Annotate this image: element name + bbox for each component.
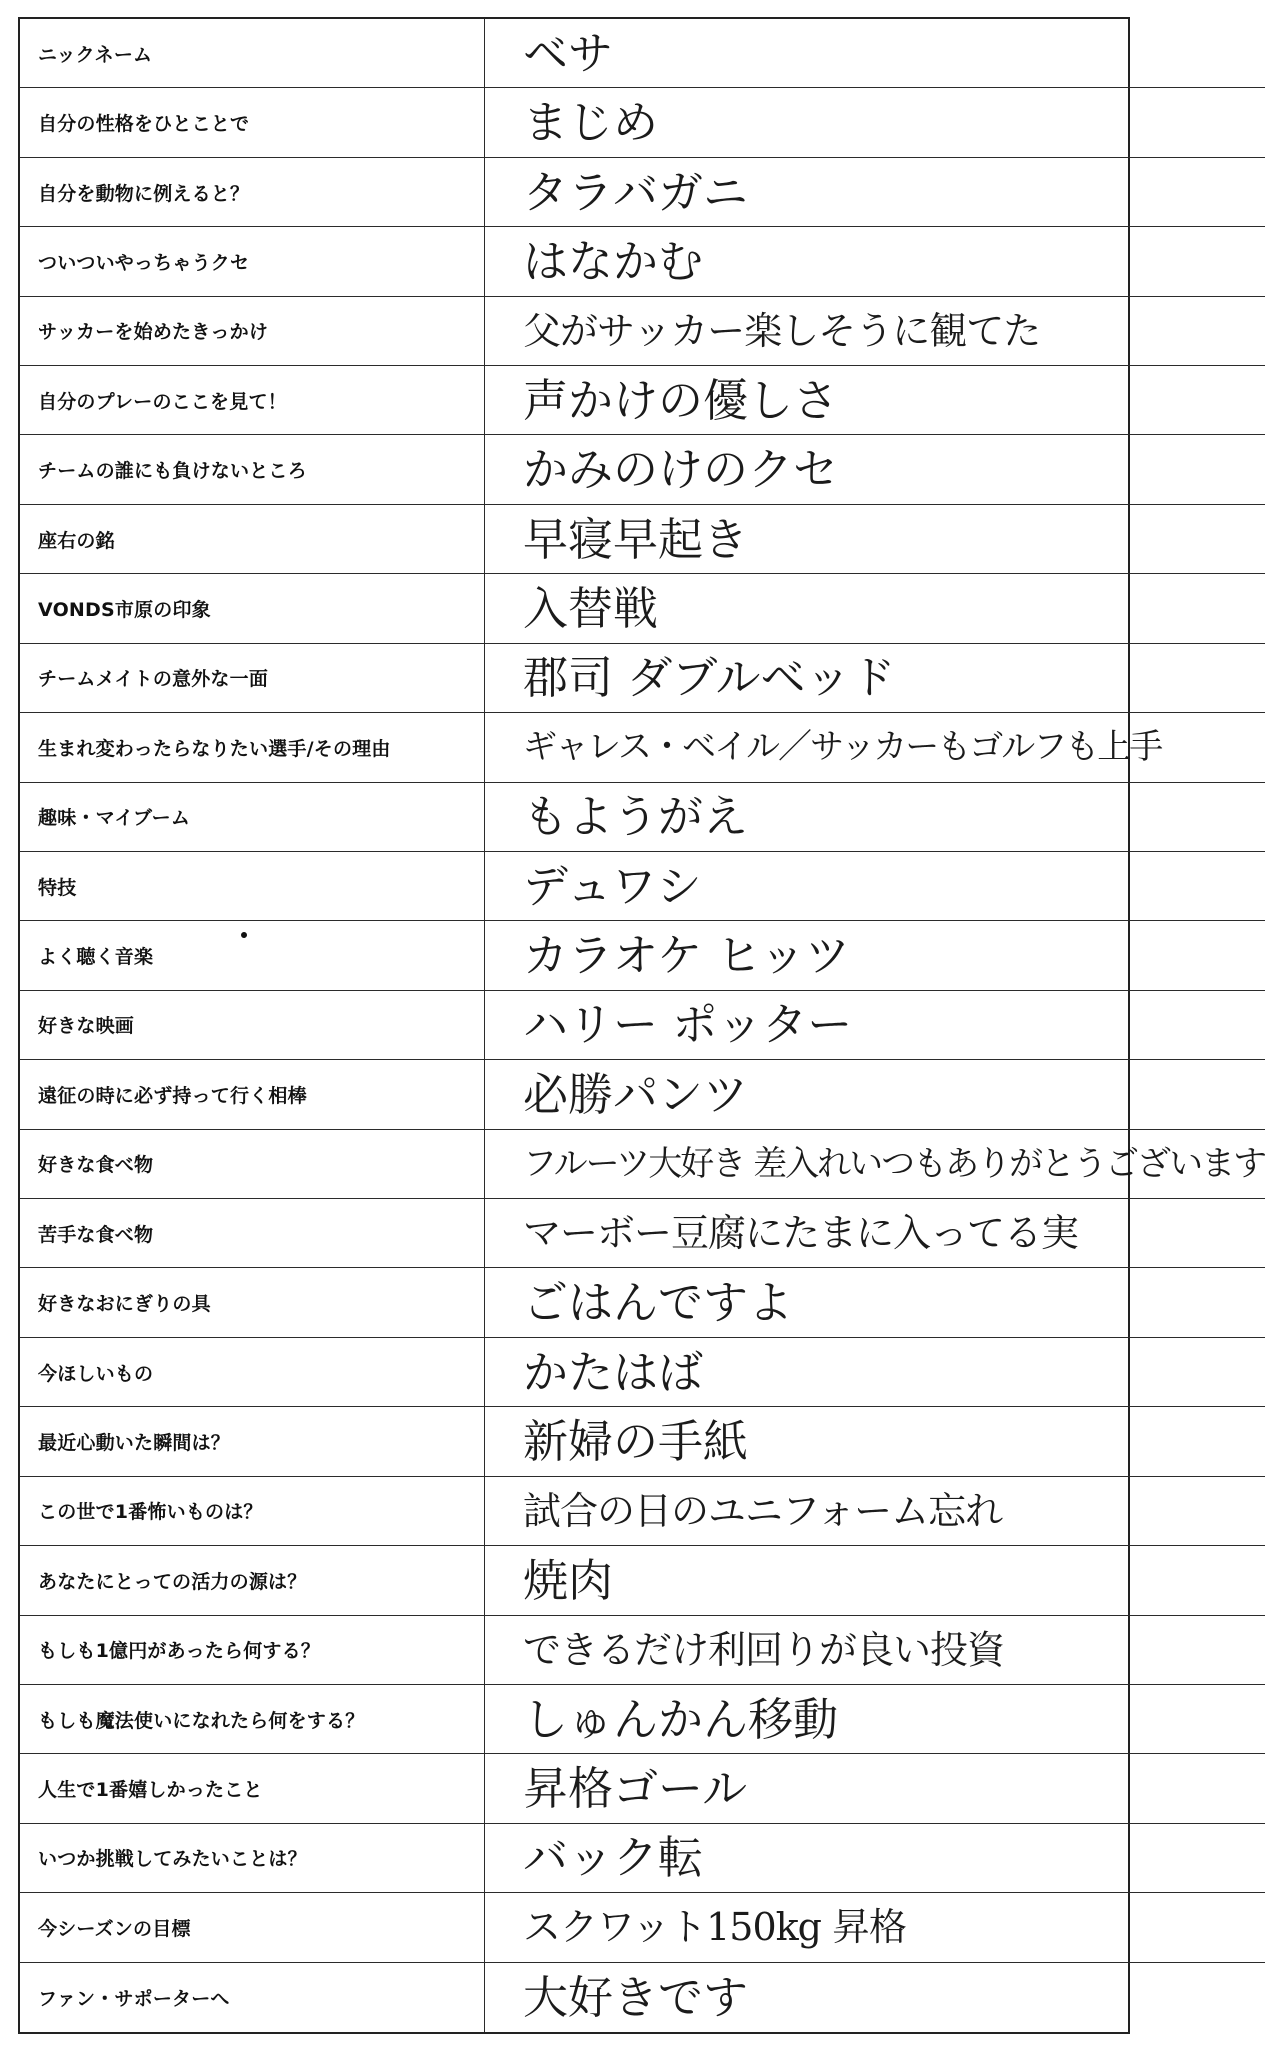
question-teammate-side: チームメイトの意外な一面 bbox=[20, 644, 485, 713]
question-want-now: 今ほしいもの bbox=[20, 1338, 485, 1407]
answer-happiest: 昇格ゴール bbox=[485, 1754, 1265, 1823]
profile-questionnaire-table bbox=[18, 17, 1265, 2034]
question-movie: 好きな映画 bbox=[20, 991, 485, 1060]
answer-special-skill: デュワシ bbox=[485, 852, 1265, 921]
question-unbeatable: チームの誰にも負けないところ bbox=[20, 435, 485, 504]
question-fan-message: ファン・サポーターへ bbox=[20, 1963, 485, 2032]
question-personality: 自分の性格をひとことで bbox=[20, 88, 485, 157]
question-reborn-player: 生まれ変わったらなりたい選手/その理由 bbox=[20, 713, 485, 782]
answer-music: カラオケ ヒッツ bbox=[485, 921, 1265, 990]
question-special-skill: 特技 bbox=[20, 852, 485, 921]
answer-season-goal: スクワット150kg 昇格 bbox=[485, 1893, 1265, 1962]
answer-onigiri: ごはんですよ bbox=[485, 1268, 1265, 1337]
answer-want-now: かたはば bbox=[485, 1338, 1265, 1407]
answer-unbeatable: かみのけのクセ bbox=[485, 435, 1265, 504]
question-habit: ついついやっちゃうクセ bbox=[20, 227, 485, 296]
answer-moved-moment: 新婦の手紙 bbox=[485, 1407, 1265, 1476]
question-favorite-food: 好きな食べ物 bbox=[20, 1130, 485, 1199]
answer-motto: 早寝早起き bbox=[485, 505, 1265, 574]
question-motto: 座右の銘 bbox=[20, 505, 485, 574]
question-soccer-start: サッカーを始めたきっかけ bbox=[20, 297, 485, 366]
answer-animal: タラバガニ bbox=[485, 158, 1265, 227]
answer-travel-partner: 必勝パンツ bbox=[485, 1060, 1265, 1129]
answer-disliked-food: マーボー豆腐にたまに入ってる実 bbox=[485, 1199, 1265, 1268]
answer-fan-message: 大好きです bbox=[523, 1970, 749, 2024]
question-moved-moment: 最近心動いた瞬間は？ bbox=[20, 1407, 485, 1476]
answer-soccer-start: 父がサッカー楽しそうに観てた bbox=[485, 297, 1265, 366]
question-disliked-food: 苦手な食べ物 bbox=[20, 1199, 485, 1268]
question-energy-source: あなたにとっての活力の源は？ bbox=[20, 1546, 485, 1615]
question-scariest: この世で1番怖いものは？ bbox=[20, 1477, 485, 1546]
question-season-goal: 今シーズンの目標 bbox=[20, 1893, 485, 1962]
answer-energy-source: 焼肉 bbox=[485, 1546, 1265, 1615]
answer-play-highlight: 声かけの優しさ bbox=[485, 366, 1265, 435]
question-music: よく聴く音楽 bbox=[20, 921, 485, 990]
question-100-million-yen: もしも1億円があったら何する？ bbox=[20, 1616, 485, 1685]
answer-reborn-player: ギャレス・ベイル／サッカーもゴルフも上手 bbox=[485, 713, 1265, 782]
question-onigiri: 好きなおにぎりの具 bbox=[20, 1268, 485, 1337]
answer-hobby: もようがえ bbox=[485, 783, 1265, 852]
answer-100-million-yen: できるだけ利回りが良い投資 bbox=[485, 1616, 1265, 1685]
answer-personality: まじめ bbox=[485, 88, 1265, 157]
answer-favorite-food: フルーツ大好き 差入れいつもありがとうございます bbox=[485, 1130, 1265, 1199]
question-animal: 自分を動物に例えると？ bbox=[20, 158, 485, 227]
answer-scariest: 試合の日のユニフォーム忘れ bbox=[485, 1477, 1265, 1546]
answer-magic: しゅんかん移動 bbox=[485, 1685, 1265, 1754]
question-nickname: ニックネーム bbox=[20, 19, 485, 88]
answer-teammate-side: 郡司 ダブルベッド bbox=[485, 644, 1265, 713]
answer-movie: ハリー ポッター bbox=[485, 991, 1265, 1060]
answer-habit: はなかむ bbox=[485, 227, 1265, 296]
question-play-highlight: 自分のプレーのここを見て！ bbox=[20, 366, 485, 435]
answer-nickname: ベサ bbox=[485, 19, 1265, 88]
question-magic: もしも魔法使いになれたら何をする？ bbox=[20, 1685, 485, 1754]
question-happiest: 人生で1番嬉しかったこと bbox=[20, 1754, 485, 1823]
answer-challenge: バック転 bbox=[485, 1824, 1265, 1893]
question-travel-partner: 遠征の時に必ず持って行く相棒 bbox=[20, 1060, 485, 1129]
question-challenge: いつか挑戦してみたいことは？ bbox=[20, 1824, 485, 1893]
question-club-impression: VONDS市原の印象 bbox=[20, 574, 485, 643]
question-hobby: 趣味・マイブーム bbox=[20, 783, 485, 852]
answer-club-impression: 入替戦 bbox=[485, 574, 1265, 643]
